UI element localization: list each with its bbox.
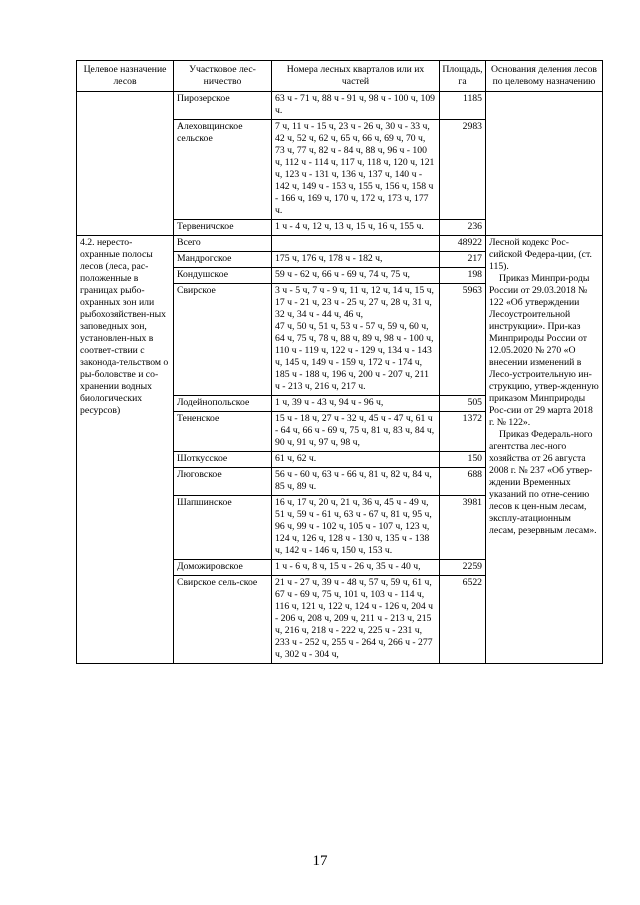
- forestry-cell: Доможировское: [174, 560, 272, 576]
- header-basis: Основания деления лесов по целевому назначению: [486, 61, 603, 92]
- purpose-cell-continued: [77, 92, 174, 236]
- area-cell: 217: [440, 252, 486, 268]
- quarters-cell: 7 ч, 11 ч - 15 ч, 23 ч - 26 ч, 30 ч - 33 ч, 42 ч, 52 ч, 62 ч, 65 ч, 66 ч, 69 ч, 70 ч, 73 ч, 77 ч, 82 ч - 84 ч, 88 ч, 96 ч - 100 ч, 112 ч - 114 ч, 117 ч, 118 ч, 120 ч, 121 ч, 123 ч - 131 ч, 136 ч, 137 ч, 140 ч - 142 ч, 149 ч - 153 ч, 155 ч, 156 ч, 158 ч - 166 ч, 169 ч, 170 ч, 172 ч, 173 ч, 177 ч.: [272, 120, 440, 220]
- quarters-cell: 63 ч - 71 ч, 88 ч - 91 ч, 98 ч - 100 ч, 109 ч.: [272, 92, 440, 120]
- forestry-cell: Свирское сель-ское: [174, 576, 272, 664]
- forestry-cell: Шапшинское: [174, 496, 272, 560]
- area-cell: 5963: [440, 284, 486, 396]
- forestry-cell: Алеховщинское сельское: [174, 120, 272, 220]
- quarters-cell: 1 ч, 39 ч - 43 ч, 94 ч - 96 ч,: [272, 396, 440, 412]
- forestry-cell: Люговское: [174, 468, 272, 496]
- quarters-cell: 56 ч - 60 ч, 63 ч - 66 ч, 81 ч, 82 ч, 84 ч, 85 ч, 89 ч.: [272, 468, 440, 496]
- area-cell: 688: [440, 468, 486, 496]
- area-cell: 236: [440, 220, 486, 236]
- forestry-cell: Тервеничское: [174, 220, 272, 236]
- forestry-cell: Тененское: [174, 412, 272, 452]
- quarters-cell: 21 ч - 27 ч, 39 ч - 48 ч, 57 ч, 59 ч, 61 ч, 67 ч - 69 ч, 75 ч, 101 ч, 103 ч - 114 ч, 116 ч, 121 ч, 122 ч, 124 ч - 126 ч, 204 ч - 206 ч, 208 ч, 209 ч, 211 ч - 213 ч, 215 ч, 216 ч, 218 ч - 222 ч, 225 ч - 231 ч, 233 ч - 252 ч, 255 ч - 264 ч, 266 ч - 277 ч, 302 ч - 304 ч,: [272, 576, 440, 664]
- quarters-cell: 59 ч - 62 ч, 66 ч - 69 ч, 74 ч, 75 ч,: [272, 268, 440, 284]
- header-forestry: Участковое лес-ничество: [174, 61, 272, 92]
- area-cell: 1372: [440, 412, 486, 452]
- purpose-cell: 4.2. нересто-охранные полосы лесов (леса, рас-положенные в границах рыбо-охранных зон или рыбохозяйствен-ных заповедных зон, установлен-ных в соответ-ствии с законода-тельством о ры-боловстве и со-хранении водных биологических ресурсов): [77, 236, 174, 664]
- quarters-cell: 3 ч - 5 ч, 7 ч - 9 ч, 11 ч, 12 ч, 14 ч, 15 ч, 17 ч - 21 ч, 23 ч - 25 ч, 27 ч, 28 ч, 31 ч, 32 ч, 34 ч - 44 ч, 46 ч, 47 ч, 50 ч, 51 ч, 53 ч - 57 ч, 59 ч, 60 ч, 64 ч, 75 ч, 78 ч, 88 ч, 89 ч, 98 ч - 100 ч, 110 ч - 119 ч, 122 ч - 129 ч, 134 ч - 143 ч, 145 ч, 149 ч - 159 ч, 172 ч - 174 ч, 185 ч - 188 ч, 196 ч, 200 ч - 207 ч, 211 ч - 213 ч, 216 ч, 217 ч.: [272, 284, 440, 396]
- area-cell: 2983: [440, 120, 486, 220]
- basis-cell-continued: [486, 92, 603, 236]
- forestry-cell: Мандрогское: [174, 252, 272, 268]
- table-row: [77, 92, 603, 120]
- header-row: [77, 61, 603, 92]
- forestry-cell: Шоткусское: [174, 452, 272, 468]
- area-cell: 6522: [440, 576, 486, 664]
- page-number: 17: [312, 853, 328, 869]
- forestry-cell: Пирозерское: [174, 92, 272, 120]
- quarters-cell: 61 ч, 62 ч.: [272, 452, 440, 468]
- quarters-cell: 1 ч - 4 ч, 12 ч, 13 ч, 15 ч, 16 ч, 155 ч.: [272, 220, 440, 236]
- area-cell: 1185: [440, 92, 486, 120]
- area-cell: 48922: [440, 236, 486, 252]
- forestry-cell: Кондушское: [174, 268, 272, 284]
- quarters-cell: 175 ч, 176 ч, 178 ч - 182 ч,: [272, 252, 440, 268]
- area-cell: 150: [440, 452, 486, 468]
- header-purpose: Целевое назначение лесов: [77, 61, 174, 92]
- forestry-cell: Лодейнопольское: [174, 396, 272, 412]
- area-cell: 3981: [440, 496, 486, 560]
- forest-purpose-table: [76, 60, 603, 664]
- quarters-cell: 16 ч, 17 ч, 20 ч, 21 ч, 36 ч, 45 ч - 49 ч, 51 ч, 59 ч - 61 ч, 63 ч - 67 ч, 81 ч, 95 ч, 96 ч, 99 ч - 102 ч, 105 ч - 107 ч, 123 ч, 124 ч, 126 ч, 128 ч - 130 ч, 135 ч - 138 ч, 142 ч - 146 ч, 150 ч, 153 ч.: [272, 496, 440, 560]
- quarters-cell: [272, 236, 440, 252]
- forestry-cell: Свирское: [174, 284, 272, 396]
- forestry-cell: Всего: [174, 236, 272, 252]
- basis-paragraph: Приказ Минпри-роды России от 29.03.2018 № 122 «Об утверждении Лесоустроительной инструкции». При-каз Минприроды России от 12.05.2020 № 270 «О внесении изменений в Лесо-устроительную ин-струкцию, утвер-жденную приказом Минприроды Рос-сии от 29 марта 2018 г. № 122».: [489, 273, 599, 428]
- basis-paragraph: Приказ Федераль-ного агентства лес-ного хозяйства от 26 августа 2008 г. № 237 «Об утвер-ждении Временных указаний по отне-сению лесов к цен-ным лесам, эксплу-атационным лесам, резервным лесам».: [489, 429, 597, 536]
- header-area: Площадь, га: [440, 61, 486, 92]
- area-cell: 505: [440, 396, 486, 412]
- basis-cell: [486, 236, 603, 664]
- table-row: [77, 236, 603, 252]
- quarters-cell: 15 ч - 18 ч, 27 ч - 32 ч, 45 ч - 47 ч, 61 ч - 64 ч, 66 ч - 69 ч, 75 ч, 81 ч, 83 ч, 84 ч, 90 ч, 91 ч, 97 ч, 98 ч,: [272, 412, 440, 452]
- quarters-cell: 1 ч - 6 ч, 8 ч, 15 ч - 26 ч, 35 ч - 40 ч,: [272, 560, 440, 576]
- header-quarters: Номера лесных кварталов или их частей: [272, 61, 440, 92]
- basis-paragraph: Лесной кодекс Рос-сийской Федера-ции, (ст. 115).: [489, 237, 592, 272]
- area-cell: 2259: [440, 560, 486, 576]
- area-cell: 198: [440, 268, 486, 284]
